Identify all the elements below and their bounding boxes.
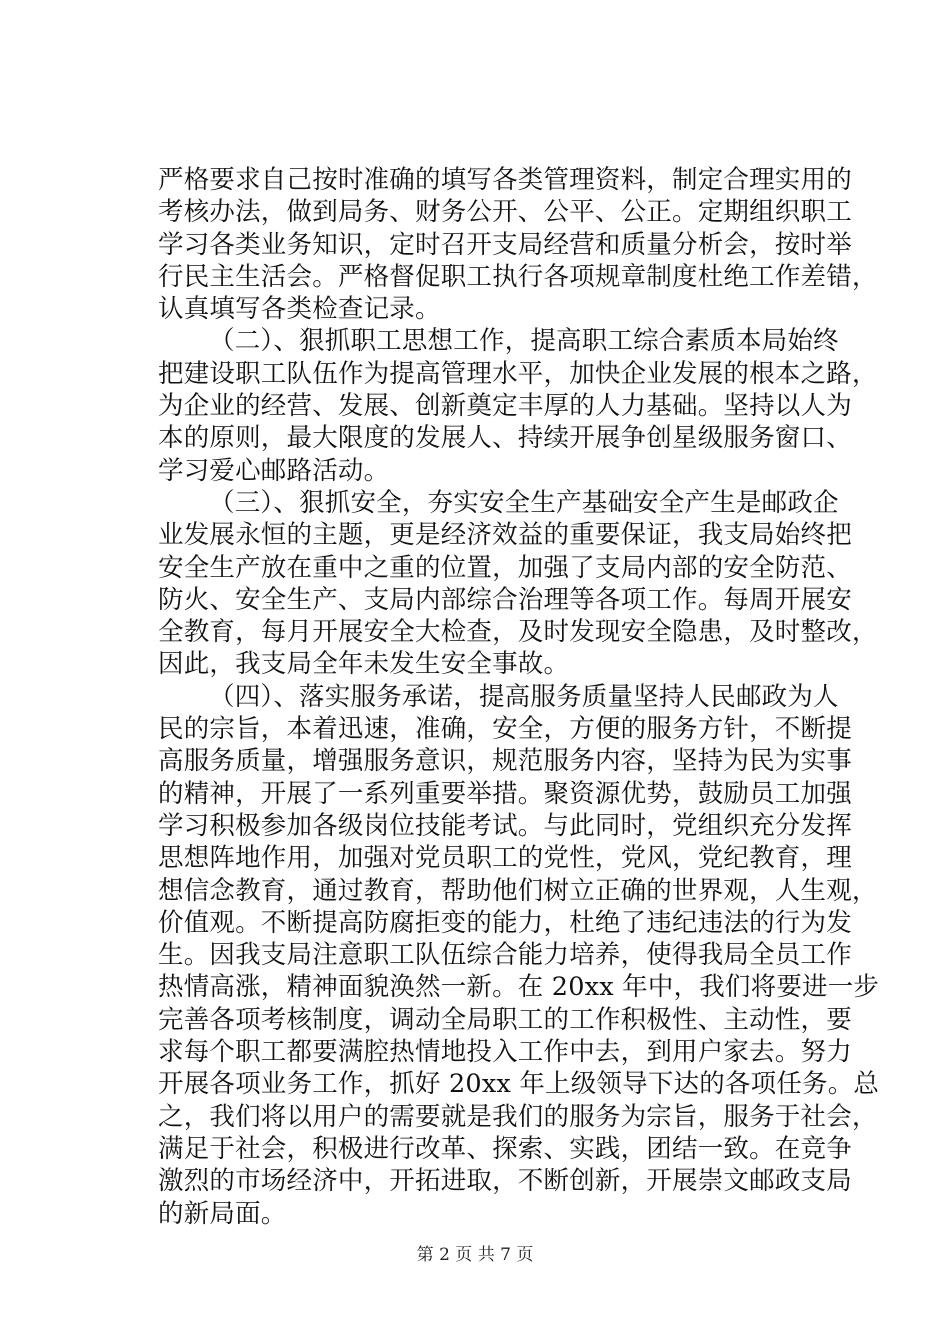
text-line: 学习各类业务知识，定时召开支局经营和质量分析会，按时举 xyxy=(158,229,852,260)
text-line: （三）、狠抓安全，夯实安全生产基础安全产生是邮政企 xyxy=(209,487,839,518)
text-line: 学习积极参加各级岗位技能考试。与此同时，党组织充分发挥 xyxy=(158,810,852,841)
text-line: 防火、安全生产、支局内部综合治理等各项工作。每周开展安 xyxy=(158,584,852,615)
text-line: （二）、狠抓职工思想工作，提高职工综合素质本局始终 xyxy=(209,326,839,357)
paragraph xyxy=(158,164,878,325)
text-line: 之，我们将以用户的需要就是我们的服务为宗旨，服务于社会， xyxy=(158,1101,878,1132)
text-line: 思想阵地作用，加强对党员职工的党性，党风，党纪教育，理 xyxy=(158,843,852,874)
text-line: 行民主生活会。严格督促职工执行各项规章制度杜绝工作差错， xyxy=(158,261,878,292)
text-line: 认真填写各类检查记录。 xyxy=(158,294,441,325)
text-line: 开展各项业务工作，抓好 20xx 年上级领导下达的各项任务。总 xyxy=(158,1069,880,1100)
text-line: 热情高涨，精神面貌涣然一新。在 20xx 年中，我们将要进一步 xyxy=(158,972,880,1003)
text-line: 学习爱心邮路活动。 xyxy=(158,455,390,486)
text-line: 全教育，每月开展安全大检查，及时发现安全隐患，及时整改， xyxy=(158,617,878,648)
text-line: 本的原则，最大限度的发展人、持续开展争创星级服务窗口、 xyxy=(158,423,852,454)
page-footer: 第 2 页 共 7 页 xyxy=(416,1245,534,1265)
text-line: 把建设职工队伍作为提高管理水平，加快企业发展的根本之路， xyxy=(158,358,878,389)
document-body xyxy=(158,164,880,1230)
text-line: 民的宗旨，本着迅速，准确，安全，方便的服务方针，不断提 xyxy=(158,714,852,745)
text-line: 安全生产放在重中之重的位置，加强了支局内部的安全防范、 xyxy=(158,552,852,583)
paragraph xyxy=(158,487,878,681)
text-line: 的精神，开展了一系列重要举措。聚资源优势，鼓励员工加强 xyxy=(158,778,852,809)
text-line: 因此，我支局全年未发生安全事故。 xyxy=(158,649,570,680)
text-line: 严格要求自己按时准确的填写各类管理资料，制定合理实用的 xyxy=(158,165,852,195)
text-line: 为企业的经营、发展、创新奠定丰厚的人力基础。坚持以人为 xyxy=(158,391,852,422)
text-line: 求每个职工都要满腔热情地投入工作中去，到用户家去。努力 xyxy=(158,1037,852,1068)
text-line: 激烈的市场经济中，开拓进取，不断创新，开展崇文邮政支局 xyxy=(158,1166,852,1197)
text-line: 生。因我支局注意职工队伍综合能力培养，使得我局全员工作 xyxy=(158,940,852,971)
text-line: 价值观。不断提高防腐拒变的能力，杜绝了违纪违法的行为发 xyxy=(158,907,852,938)
text-line: 完善各项考核制度，调动全局职工的工作积极性、主动性，要 xyxy=(158,1004,852,1035)
text-line: （四）、落实服务承诺，提高服务质量坚持人民邮政为人 xyxy=(209,681,839,712)
text-line: 想信念教育，通过教育，帮助他们树立正确的世界观，人生观， xyxy=(158,875,878,906)
text-line: 的新局面。 xyxy=(158,1198,287,1229)
text-line: 业发展永恒的主题，更是经济效益的重要保证，我支局始终把 xyxy=(158,520,852,551)
paragraph xyxy=(158,325,878,486)
paragraph xyxy=(158,681,880,1230)
text-line: 高服务质量，增强服务意识，规范服务内容，坚持为民为实事 xyxy=(158,746,852,777)
text-line: 考核办法，做到局务、财务公开、公平、公正。定期组织职工 xyxy=(158,197,852,228)
text-line: 满足于社会，积极进行改革、探索、实践，团结一致。在竞争 xyxy=(158,1133,852,1164)
